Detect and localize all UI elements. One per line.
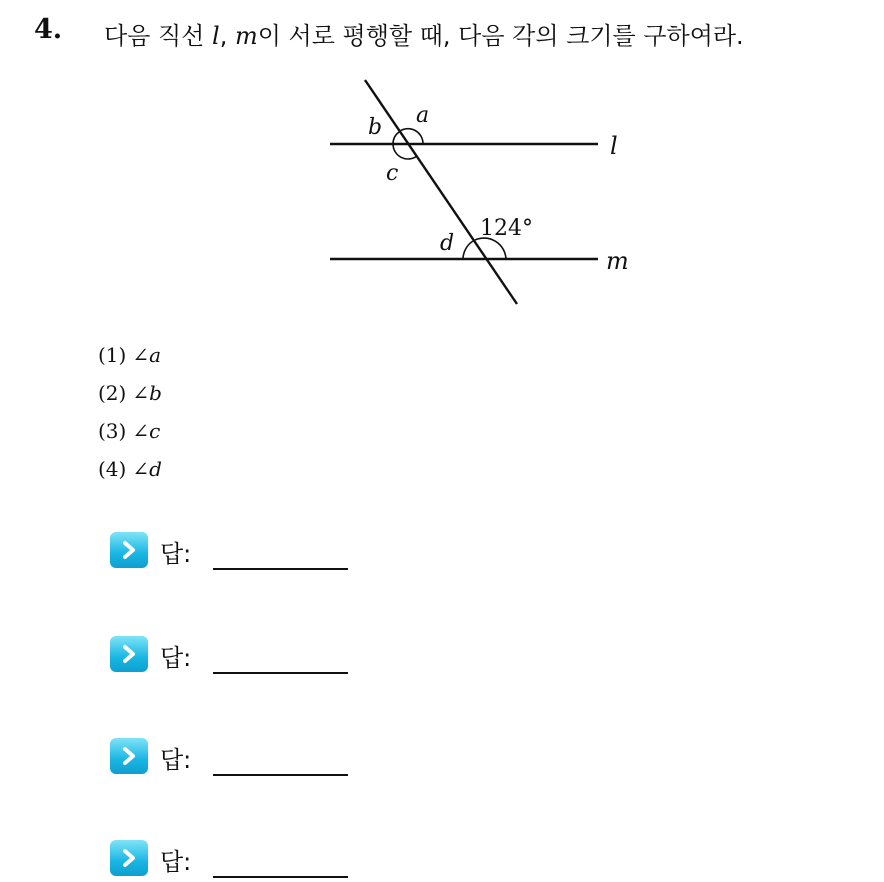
answer-label: 답: [160, 644, 192, 672]
answer-row-1 [110, 532, 350, 572]
line-l-name: l [212, 22, 220, 50]
answer-blank[interactable] [213, 672, 348, 674]
transversal-line [365, 80, 517, 304]
question-number: 4. [34, 14, 63, 45]
question-comma: , [219, 22, 235, 50]
parallel-lines-figure [320, 70, 640, 315]
chevron-right-icon [110, 840, 148, 876]
sub-question-list [98, 340, 162, 492]
label-d: d [440, 231, 455, 256]
question-text-before: 다음 직선 [104, 22, 212, 50]
answer-blank[interactable] [213, 568, 348, 570]
label-b: b [368, 115, 383, 140]
answer-row-3 [110, 738, 350, 778]
answer-label: 답: [160, 540, 192, 568]
line-m-name: m [234, 22, 258, 50]
sub-question-3: (3) ∠c [98, 419, 161, 443]
question-text-after: 이 서로 평행할 때, 다음 각의 크기를 구하여라. [257, 22, 744, 50]
sub-question-2: (2) ∠b [98, 381, 162, 405]
chevron-right-icon [110, 532, 148, 568]
label-124-degrees: 124° [480, 216, 533, 241]
label-m: m [606, 247, 629, 275]
label-a: a [416, 103, 430, 128]
label-l: l [610, 132, 618, 160]
sub-question-4: (4) ∠d [98, 457, 162, 481]
answer-row-2 [110, 636, 350, 676]
answer-label: 답: [160, 848, 192, 876]
chevron-right-icon [110, 738, 148, 774]
sub-question-1: (1) ∠a [98, 343, 162, 367]
answer-blank[interactable] [213, 876, 348, 878]
label-c: c [386, 161, 399, 186]
answer-row-4 [110, 840, 350, 880]
question-text [104, 16, 744, 51]
angle-arc-d [463, 241, 473, 259]
answer-label: 답: [160, 746, 192, 774]
chevron-right-icon [110, 636, 148, 672]
answer-blank[interactable] [213, 774, 348, 776]
